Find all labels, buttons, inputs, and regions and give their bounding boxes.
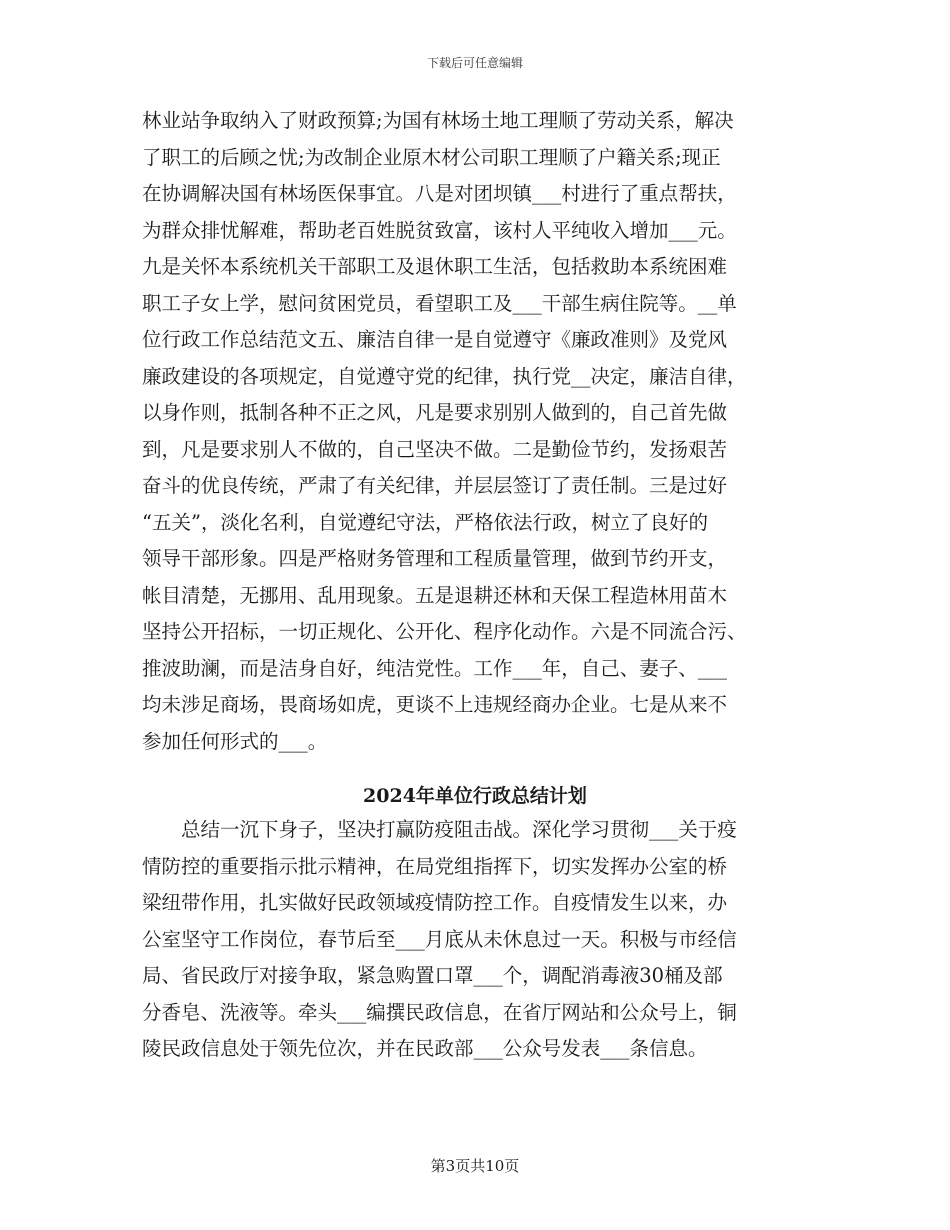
text-line: “五关”，淡化名利，自觉遵纪守法，严格依法行政，树立了良好的 xyxy=(142,510,708,534)
section-title: 2024年单位行政总结计划 xyxy=(363,785,587,807)
text-line: 九是关怀本系统机关干部职工及退休职工生活，包括救助本系统困难 xyxy=(142,255,728,278)
text-line: 林业站争取纳入了财政预算;为国有林场土地工理顺了劳动关系，解决 xyxy=(142,109,734,132)
section1-body xyxy=(142,103,807,760)
text-line: 均未涉足商场，畏商场如虎，更谈不上违规经商办企业。七是从来不 xyxy=(142,693,728,716)
text-line: 了职工的后顾之忧;为改制企业原木材公司职工理顺了户籍关系;现正 xyxy=(142,145,721,169)
text-line: 情防控的重要指示批示精神，在局党组指挥下，切实发挥办公室的桥 xyxy=(142,854,728,878)
text-line: 职工子女上学，慰问贫困党员，看望职工及___干部生病住院等。__单 xyxy=(142,291,737,315)
text-line: 坚持公开招标，一切正规化、公开化、程序化动作。六是不同流合污、 xyxy=(142,620,747,643)
section2-body xyxy=(142,812,807,1068)
text-line: 为群众排忧解难，帮助老百姓脱贫致富，该村人平纯收入增加___元。 xyxy=(142,218,737,242)
text-line: 陵民政信息处于领先位次，并在民政部___公众号发表___条信息。 xyxy=(142,1037,708,1060)
text-line: 公室坚守工作岗位，春节后至___月底从未休息过一天。积极与市经信 xyxy=(142,927,737,951)
text-line: 帐目清楚，无挪用、乱用现象。五是退耕还林和天保工程造林用苗木 xyxy=(142,583,728,607)
text-line: 梁纽带作用，扎实做好民政领域疫情防控工作。自疫情发生以来，办 xyxy=(142,891,728,914)
text-line: 到，凡是要求别人不做的，自己坚决不做。二是勤俭节约，发扬艰苦 xyxy=(142,437,728,461)
text-line: 以身作则，抵制各种不正之风，凡是要求别别人做到的，自己首先做 xyxy=(142,401,728,424)
text-line: 参加任何形式的___。 xyxy=(142,729,328,753)
text-line: 分香皂、洗液等。牵头___编撰民政信息，在省厅网站和公众号上，铜 xyxy=(142,1000,737,1024)
text-line: 位行政工作总结范文五、廉洁自律一是自觉遵守《廉政准则》及党风 xyxy=(142,328,728,351)
text-line: 领导干部形象。四是严格财务管理和工程质量管理，做到节约开支， xyxy=(142,547,728,570)
page-header-note: 下载后可任意编辑 xyxy=(426,56,523,70)
text-line: 奋斗的优良传统，严肃了有关纪律，并层层签订了责任制。三是过好 xyxy=(142,474,728,497)
text-line: 推波助澜，而是洁身自好，纯洁党性。工作___年，自己、妻子、___ xyxy=(142,656,728,680)
text-line: 总结一沉下身子，坚决打赢防疫阻击战。深化学习贯彻___关于疫 xyxy=(142,818,737,841)
page-number: 第3页共10页 xyxy=(430,1157,520,1175)
text-line: 在协调解决国有林场医保事宜。八是对团坝镇___村进行了重点帮扶， xyxy=(142,182,737,205)
text-line: 廉政建设的各项规定，自觉遵守党的纪律，执行党__决定，廉洁自律， xyxy=(142,364,747,388)
text-line: 局、省民政厅对接争取，紧急购置口罩___个，调配消毒液30桶及部 xyxy=(142,964,723,987)
